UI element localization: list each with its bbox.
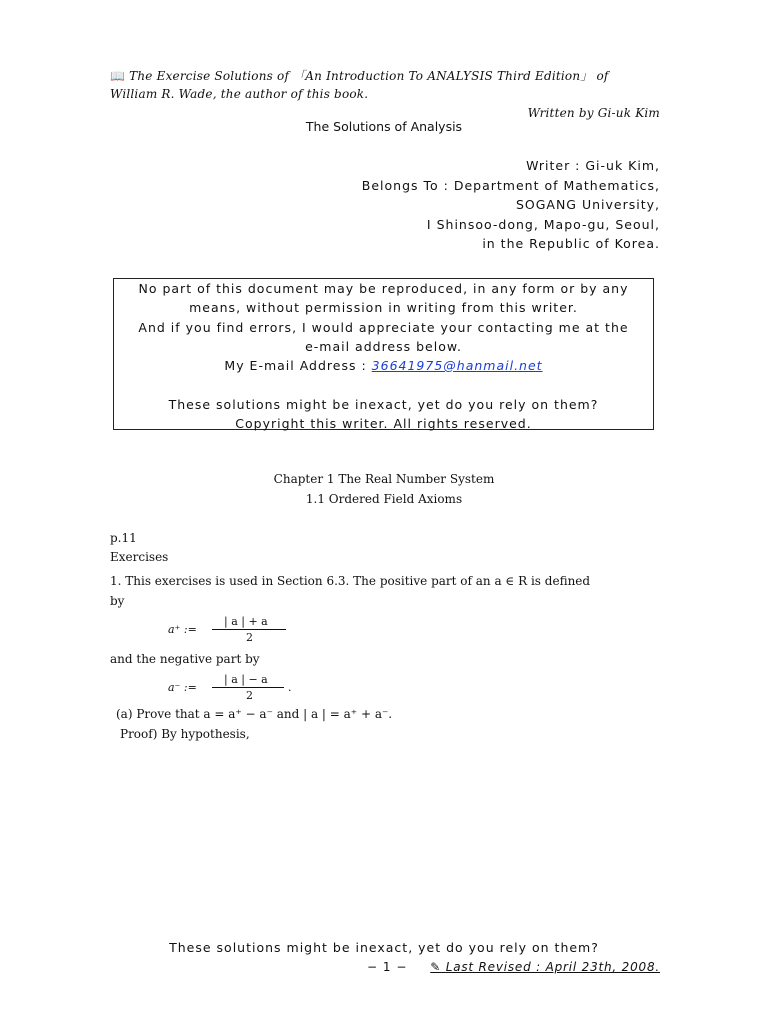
- book-icon: 📖: [110, 69, 126, 83]
- pencil-icon: ✎: [430, 960, 442, 974]
- exercise-1-text: 1. This exercises is used in Section 6.3. The positive part of an a ∈ R is defined: [110, 574, 591, 588]
- last-revised: ✎ Last Revised : April 23th, 2008.: [430, 960, 660, 974]
- formula-numerator: | a | − a: [224, 673, 268, 686]
- exercise-part-a: (a) Prove that a = a⁺ − a⁻ and | a | = a⁺ + a⁻.: [116, 707, 393, 721]
- fraction-bar: [212, 687, 284, 688]
- fraction-bar: [212, 629, 286, 630]
- negative-part-formula: [168, 672, 308, 706]
- page-reference: p.11: [110, 531, 137, 545]
- section-title: 1.1 Ordered Field Axioms: [305, 492, 463, 506]
- notice-line: And if you find errors, I would appreciate your contacting me at the: [138, 320, 629, 335]
- formula-numerator: | a | + a: [224, 615, 268, 628]
- positive-part-formula: [168, 614, 298, 648]
- footer-disclaimer: These solutions might be inexact, yet do you rely on them?: [169, 940, 599, 955]
- document-title: The Solutions of Analysis: [305, 119, 463, 134]
- exercise-1-text-cont: by: [110, 594, 125, 608]
- intro-line-2: William R. Wade, the author of this book.: [110, 87, 369, 101]
- proof-start: Proof) By hypothesis,: [120, 727, 250, 741]
- university: SOGANG University,: [515, 197, 660, 212]
- formula-lhs: a⁻ :=: [168, 681, 197, 694]
- formula-period: .: [288, 681, 292, 694]
- street-address: I Shinsoo-dong, Mapo-gu, Seoul,: [426, 217, 660, 232]
- notice-line: No part of this document may be reproduced, in any form or by any: [138, 281, 629, 296]
- written-by: Written by Gi-uk Kim: [527, 106, 660, 120]
- intro-line-1: 📖 The Exercise Solutions of 「An Introduction To ANALYSIS Third Edition」 of: [110, 69, 609, 83]
- country: in the Republic of Korea.: [482, 236, 660, 251]
- email-line: [114, 358, 653, 373]
- notice-line: means, without permission in writing from this writer.: [189, 300, 578, 315]
- notice-line: e-mail address below.: [305, 339, 462, 354]
- negative-part-intro: and the negative part by: [110, 652, 260, 666]
- chapter-title: Chapter 1 The Real Number System: [273, 472, 495, 486]
- notice-line: These solutions might be inexact, yet do you rely on them?: [168, 397, 599, 412]
- exercises-heading: Exercises: [110, 550, 169, 564]
- copyright-line: Copyright this writer. All rights reserved.: [235, 416, 532, 431]
- copyright-notice-box: [113, 278, 654, 430]
- email-link[interactable]: 36641975@hanmail.net: [371, 358, 543, 373]
- formula-denominator: 2: [246, 689, 253, 702]
- email-label: My E-mail Address :: [224, 358, 372, 373]
- formula-denominator: 2: [246, 631, 253, 644]
- department: Belongs To : Department of Mathematics,: [361, 178, 660, 193]
- writer-name: Writer : Gi-uk Kim,: [526, 158, 660, 173]
- page-number: − 1 −: [367, 960, 408, 974]
- formula-lhs: a⁺ :=: [168, 623, 197, 636]
